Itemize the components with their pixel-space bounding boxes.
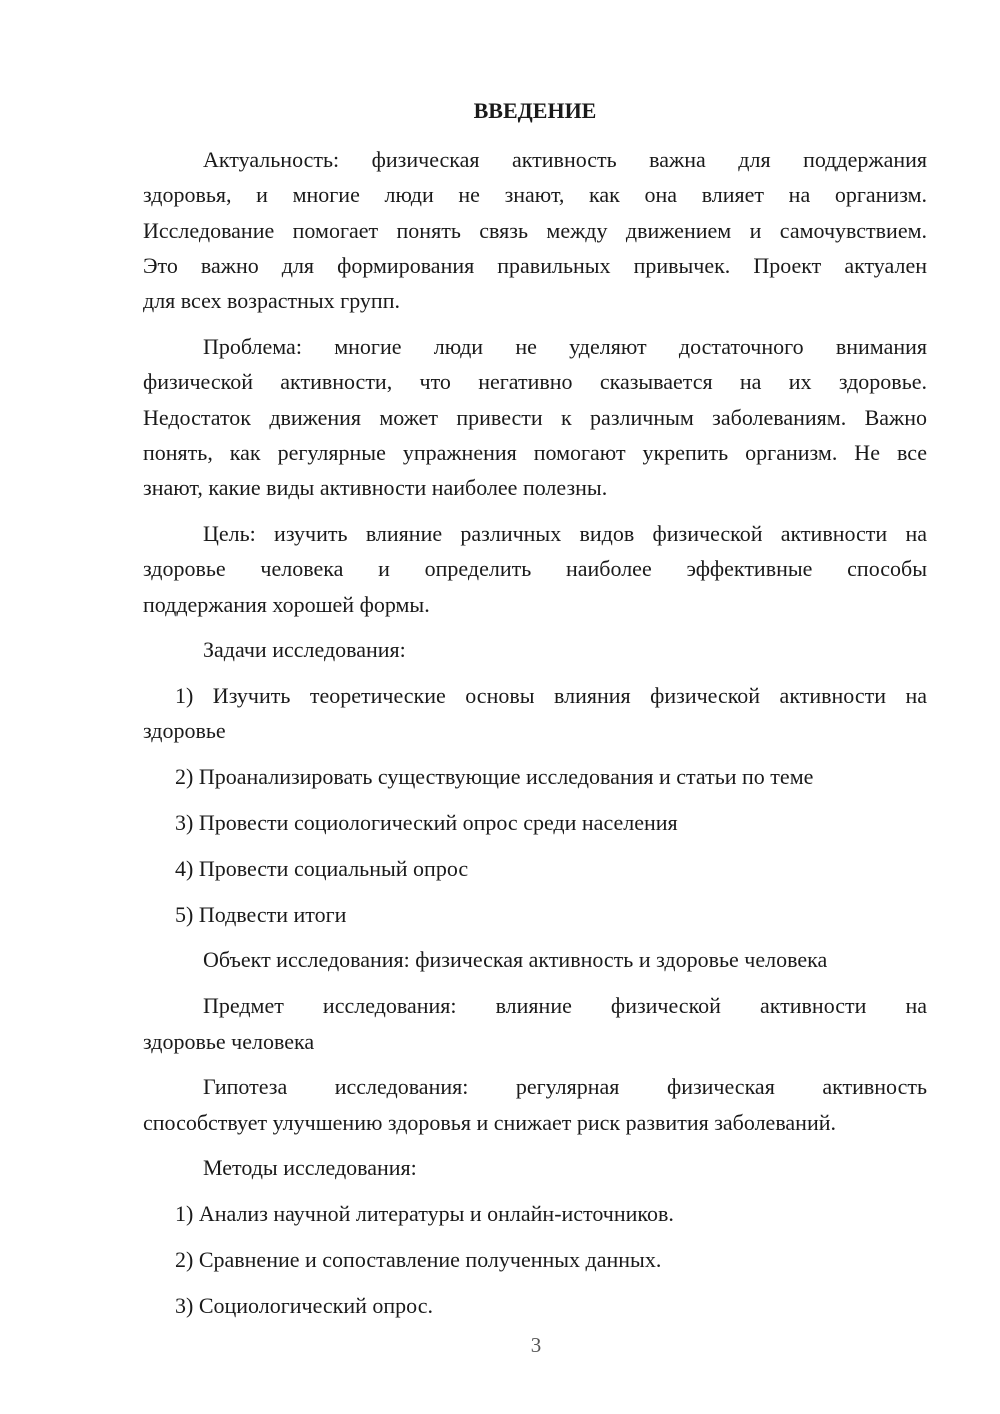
paragraph bbox=[143, 632, 927, 667]
paragraph bbox=[143, 1242, 927, 1277]
text-line: Методы исследования: bbox=[203, 1155, 417, 1181]
text-line: здоровье bbox=[143, 718, 226, 744]
document-body bbox=[143, 142, 927, 1323]
page-title: ВВЕДЕНИЕ bbox=[473, 98, 597, 123]
text-line: 3) Социологический опрос. bbox=[175, 1292, 433, 1318]
text-line: здоровье человека bbox=[143, 1028, 315, 1054]
paragraph bbox=[143, 1288, 927, 1323]
text-line: способствует улучшению здоровья и снижает риск развития заболеваний. bbox=[143, 1109, 836, 1135]
text-line: Цель: изучить влияние различных видов физической активности на bbox=[203, 520, 927, 546]
text-line: 4) Провести социальный опрос bbox=[175, 855, 469, 881]
paragraph bbox=[143, 759, 927, 794]
text-line: Гипотеза исследования: регулярная физическая активность bbox=[203, 1074, 927, 1100]
text-line: Задачи исследования: bbox=[203, 637, 406, 663]
text-line: 1) Изучить теоретические основы влияния физической активности на bbox=[175, 683, 927, 709]
text-line: поддержания хорошей формы. bbox=[143, 591, 430, 617]
text-line: Проблема: многие люди не уделяют достаточного внимания bbox=[203, 333, 927, 359]
text-line: понять, как регулярные упражнения помогают укрепить организм. Не все bbox=[143, 439, 927, 465]
text-line: Объект исследования: физическая активность и здоровье человека bbox=[203, 947, 828, 973]
paragraph bbox=[143, 516, 927, 622]
text-line: 2) Сравнение и сопоставление полученных данных. bbox=[175, 1247, 662, 1273]
paragraph bbox=[143, 329, 927, 505]
text-line: Недостаток движения может привести к различным заболеваниям. Важно bbox=[143, 404, 927, 430]
paragraph bbox=[143, 1196, 927, 1231]
text-line: Предмет исследования: влияние физической активности на bbox=[203, 993, 927, 1019]
paragraph bbox=[143, 1069, 927, 1140]
paragraph bbox=[143, 851, 927, 886]
text-line: здоровье человека и определить наиболее эффективные способы bbox=[143, 556, 927, 582]
paragraph bbox=[143, 897, 927, 932]
paragraph bbox=[143, 142, 927, 318]
text-line: для всех возрастных групп. bbox=[143, 288, 400, 314]
page-number: 3 bbox=[530, 1333, 542, 1357]
text-line: Исследование помогает понять связь между движением и самочувствием. bbox=[143, 217, 927, 243]
paragraph bbox=[143, 678, 927, 749]
text-line: знают, какие виды активности наиболее полезны. bbox=[143, 475, 608, 501]
document-page bbox=[143, 96, 927, 1334]
text-line: 1) Анализ научной литературы и онлайн-источников. bbox=[175, 1201, 674, 1227]
text-line: 5) Подвести итоги bbox=[175, 901, 347, 927]
text-line: физической активности, что негативно сказывается на их здоровье. bbox=[143, 369, 927, 395]
paragraph bbox=[143, 942, 927, 977]
paragraph bbox=[143, 1150, 927, 1185]
paragraph bbox=[143, 988, 927, 1059]
text-line: 3) Провести социологический опрос среди населения bbox=[175, 810, 678, 836]
text-line: Актуальность: физическая активность важна для поддержания bbox=[203, 147, 927, 172]
text-line: Это важно для формирования правильных привычек. Проект актуален bbox=[143, 252, 927, 278]
paragraph bbox=[143, 805, 927, 840]
text-line: 2) Проанализировать существующие исследования и статьи по теме bbox=[175, 764, 814, 790]
text-line: здоровья, и многие люди не знают, как она влияет на организм. bbox=[143, 182, 927, 208]
